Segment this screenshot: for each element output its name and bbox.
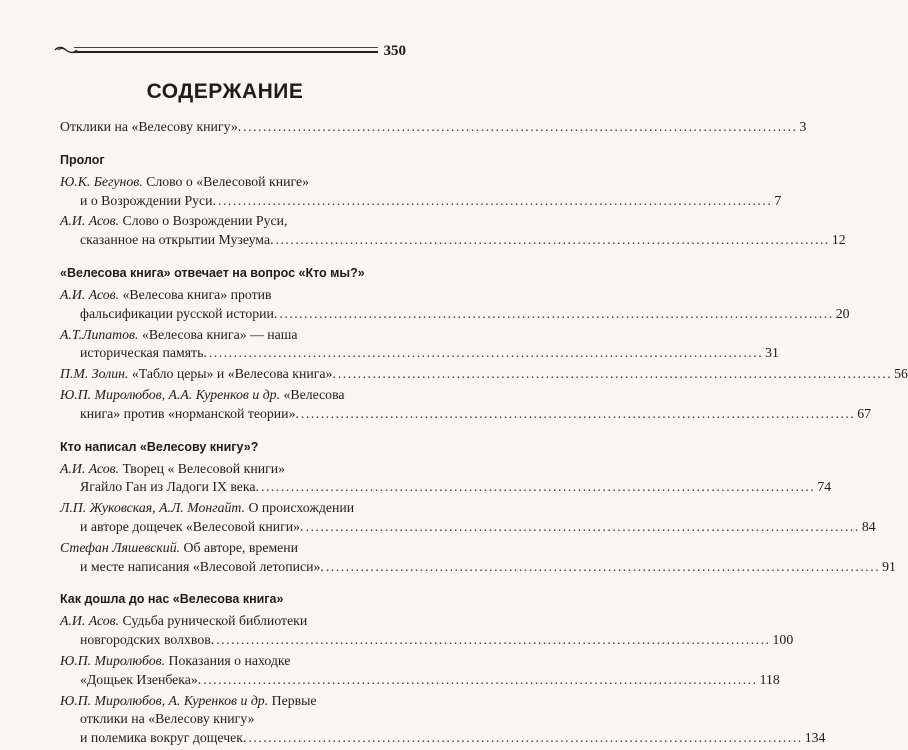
toc-line — [60, 539, 400, 558]
toc-line — [60, 478, 832, 497]
toc-page-number: 74 — [817, 479, 832, 495]
section-heading: Кто написал «Велесову книгу»? — [60, 439, 259, 454]
entry-author: Стефан Ляшевский. — [60, 539, 181, 555]
toc-line-text — [80, 478, 259, 497]
toc-section — [60, 590, 826, 748]
toc-line — [60, 710, 400, 729]
toc-line-text — [80, 231, 274, 250]
entry-author: А.И. Асов. — [60, 460, 120, 476]
toc-page-number: 7 — [774, 192, 782, 208]
entry-title: Ягайло Ган из Ладоги IX века. — [80, 479, 259, 495]
toc-entry — [60, 612, 794, 650]
toc-line-text — [60, 612, 307, 631]
toc-line-text — [80, 405, 299, 424]
toc-section — [60, 151, 846, 250]
toc-line — [60, 652, 400, 671]
toc-entry — [60, 652, 780, 690]
toc-line — [60, 612, 400, 631]
entry-title: и авторе дощечек «Велесовой книги». — [80, 518, 304, 534]
toc-line — [60, 386, 400, 405]
entry-title: историческая память. — [80, 345, 207, 361]
toc-line-text — [60, 365, 336, 384]
toc-page-number: 56 — [894, 366, 908, 382]
toc-line — [60, 460, 400, 479]
toc-line-text — [60, 499, 354, 518]
header-rule-thin — [74, 47, 378, 48]
entry-author: П.М. Золин. — [60, 366, 129, 382]
toc-page-number: 84 — [861, 518, 876, 534]
entry-title: «Табло церы» и «Велесова книга». — [131, 366, 336, 382]
entry-author: А.И. Асов. — [60, 286, 120, 302]
entry-title: Судьба рунической библиотеки — [122, 613, 308, 629]
toc-entry — [60, 286, 850, 324]
entry-title: «Велесова — [283, 386, 345, 402]
toc-entry — [60, 365, 908, 384]
toc-entry — [60, 386, 872, 424]
toc-line — [60, 729, 826, 748]
section-heading: Пролог — [60, 152, 105, 167]
toc-page-number: 134 — [804, 730, 826, 746]
toc-line-text — [60, 652, 290, 671]
entry-title: и месте написания «Влесовой летописи». — [80, 558, 324, 574]
entry-author: А.Т.Липатов. — [60, 326, 139, 342]
header-rule — [74, 51, 378, 53]
leader-dots — [216, 631, 770, 650]
page-header — [54, 42, 406, 60]
toc-line-text — [60, 173, 309, 192]
toc-line — [60, 118, 807, 137]
entry-author: Ю.К. Бегунов. — [60, 173, 143, 189]
entry-title: и полемика вокруг дощечек. — [80, 730, 247, 746]
toc-page-number: 12 — [831, 232, 846, 248]
toc-page-number: 31 — [765, 345, 779, 361]
toc-entry — [60, 460, 832, 498]
toc-line — [60, 518, 876, 537]
toc-line — [60, 231, 846, 250]
entry-author: А.И. Асов. — [60, 613, 120, 629]
toc-entry-text: Отклики на «Велесову книгу». — [60, 119, 242, 134]
entry-title: новгородских волхвов. — [80, 632, 215, 648]
toc-line — [60, 692, 400, 711]
toc-line-text — [80, 729, 246, 748]
toc-line — [60, 286, 400, 305]
toc-entry — [60, 326, 779, 364]
toc-line — [60, 173, 400, 192]
table-of-contents — [60, 118, 908, 750]
toc-line — [60, 365, 908, 384]
toc-section — [60, 438, 896, 577]
entry-author: Ю.П. Миролюбов. — [60, 652, 166, 668]
toc-line — [60, 344, 779, 363]
leader-dots — [338, 365, 892, 384]
toc-line-text — [60, 212, 287, 231]
toc-line — [60, 192, 782, 211]
toc-line-text — [60, 326, 298, 345]
entry-title: О происхождении — [248, 500, 355, 516]
page-number: 350 — [383, 43, 406, 59]
toc-page-number: 91 — [882, 558, 896, 574]
toc-line — [60, 671, 780, 690]
toc-entry — [60, 499, 876, 537]
leader-dots — [276, 231, 830, 250]
entry-title: и о Возрождении Руси. — [80, 192, 216, 208]
toc-page-number: 118 — [759, 671, 780, 687]
toc-line — [60, 558, 896, 577]
toc-line-text — [60, 539, 298, 558]
entry-title: «Велесова книга» — наша — [141, 326, 298, 342]
toc-page-number: 3 — [799, 119, 807, 134]
toc-page-number: 100 — [772, 632, 794, 648]
entry-author: А.И. Асов. — [60, 213, 120, 229]
page-title: СОДЕРЖАНИЕ — [146, 80, 304, 103]
toc-line-text — [80, 344, 207, 363]
toc-page-number: 67 — [857, 405, 872, 421]
toc-line-text — [80, 671, 201, 690]
toc-line-text — [60, 692, 317, 711]
toc-line — [60, 499, 400, 518]
entry-title: сказанное на открытии Музеума. — [80, 232, 274, 248]
toc-page-number: 20 — [835, 305, 850, 321]
leader-dots — [209, 344, 763, 363]
leader-dots — [243, 118, 797, 137]
leader-dots — [261, 478, 815, 497]
toc-line-text — [80, 518, 304, 537]
leader-dots — [306, 518, 860, 537]
toc-line-text — [80, 710, 254, 729]
entry-title: фальсификации русской истории. — [80, 305, 278, 321]
section-heading: Как дошла до нас «Велесова книга» — [60, 592, 284, 607]
toc-line — [60, 631, 794, 650]
entry-title: отклики на «Велесову книгу» — [80, 711, 255, 727]
toc-line-text — [60, 460, 285, 479]
entry-title: Показания о находке — [168, 652, 291, 668]
leader-dots — [279, 305, 833, 324]
toc-line-text — [60, 386, 345, 405]
entry-title: Первые — [271, 692, 317, 708]
toc-line-text — [80, 558, 324, 577]
entry-title: Слово о Возрождении Руси, — [122, 213, 288, 229]
toc-entry — [60, 118, 807, 137]
leader-dots — [218, 192, 772, 211]
toc-entry — [60, 692, 826, 748]
toc-line — [60, 212, 400, 231]
toc-entry — [60, 212, 846, 250]
toc-section — [60, 264, 908, 424]
entry-author: Ю.П. Миролюбов, А. Куренков и др. — [60, 692, 269, 708]
leader-dots — [326, 558, 880, 577]
entry-author: Ю.П. Миролюбов, А.А. Куренков и др. — [60, 386, 281, 402]
toc-line-text — [80, 631, 214, 650]
entry-title: «Дощьек Изенбека». — [80, 671, 202, 687]
toc-line — [60, 405, 872, 424]
entry-author: Л.П. Жуковская, А.Л. Монгайт. — [60, 500, 246, 516]
entry-title: Слово о «Велесовой книге» — [146, 173, 309, 189]
section-heading: «Велесова книга» отвечает на вопрос «Кто мы?» — [60, 265, 365, 280]
entry-title: книга» против «норманской теории». — [80, 405, 299, 421]
leader-dots — [248, 729, 802, 748]
toc-line-text — [80, 192, 216, 211]
toc-line-text — [80, 305, 277, 324]
toc-line — [60, 305, 850, 324]
toc-entry — [60, 173, 782, 211]
entry-title: Об авторе, времени — [183, 539, 299, 555]
toc-line — [60, 326, 400, 345]
entry-title: «Велесова книга» против — [122, 286, 272, 302]
toc-entry — [60, 539, 896, 577]
leader-dots — [203, 671, 757, 690]
toc-line-text — [60, 286, 272, 305]
entry-title: Творец « Велесовой книги» — [122, 460, 286, 476]
leader-dots — [301, 405, 855, 424]
